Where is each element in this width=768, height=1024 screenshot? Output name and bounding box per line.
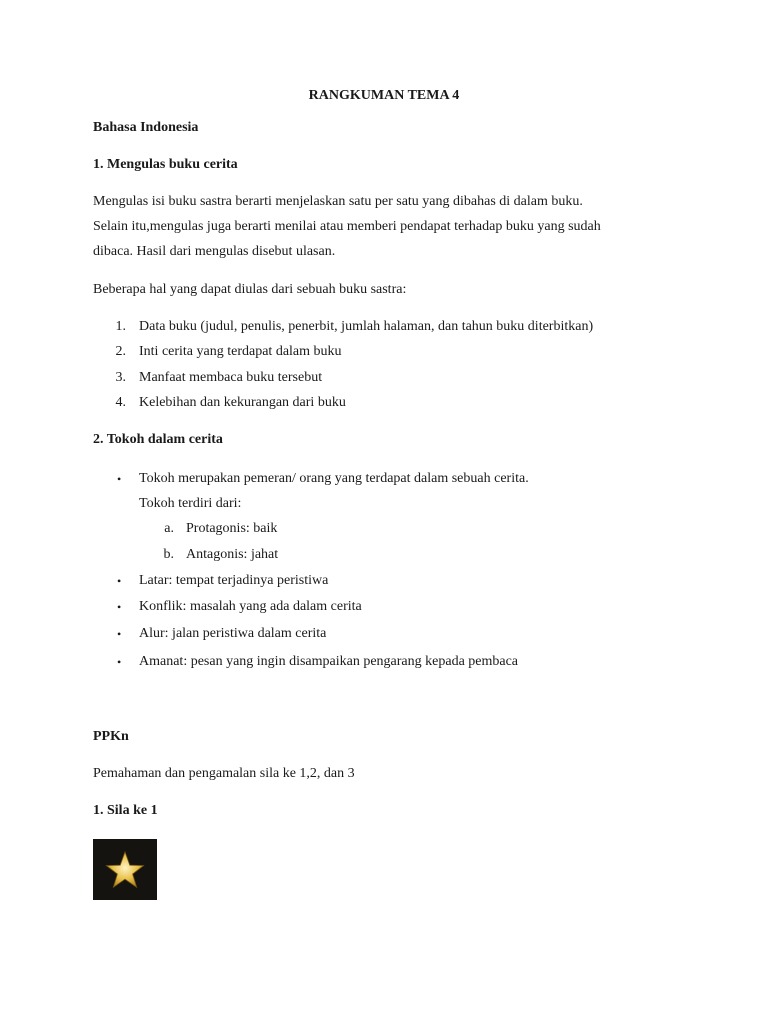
heading-mengulas: 1. Mengulas buku cerita <box>93 157 238 172</box>
list-text: Amanat: pesan yang ingin disampaikan pengarang kepada pembaca <box>139 654 519 669</box>
gold-star-icon <box>93 839 157 900</box>
paragraph-line: Mengulas isi buku sastra berarti menjelaskan satu per satu yang dibahas di dalam buku. <box>93 194 583 209</box>
list-text: Latar: tempat terjadinya peristiwa <box>139 573 329 588</box>
bullet-marker: • <box>117 655 122 669</box>
heading-tokoh: 2. Tokoh dalam cerita <box>93 432 223 447</box>
list-text: Manfaat membaca buku tersebut <box>139 370 323 385</box>
list-number: 3. <box>115 370 126 385</box>
list-intro: Beberapa hal yang dapat diulas dari sebuah buku sastra: <box>93 282 407 297</box>
paragraph-line: dibaca. Hasil dari mengulas disebut ulasan. <box>93 244 336 259</box>
list-number: 1. <box>115 319 126 334</box>
list-text: Data buku (judul, penulis, penerbit, jumlah halaman, dan tahun buku diterbitkan) <box>139 319 594 334</box>
subject-heading-ppkn: PPKn <box>93 729 129 744</box>
heading-sila-1: 1. Sila ke 1 <box>93 803 158 818</box>
sub-list-letter: b. <box>163 547 174 562</box>
list-text: Kelebihan dan kekurangan dari buku <box>139 395 346 410</box>
subject-heading-bahasa: Bahasa Indonesia <box>93 120 199 135</box>
list-text: Konflik: masalah yang ada dalam cerita <box>139 599 362 614</box>
sub-list-text: Antagonis: jahat <box>186 547 279 562</box>
list-text-continued: Tokoh terdiri dari: <box>139 496 242 511</box>
paragraph-line: Selain itu,mengulas juga berarti menilai atau memberi pendapat terhadap buku yang sudah <box>93 219 601 234</box>
bullet-marker: • <box>117 627 122 641</box>
sub-list-text: Protagonis: baik <box>186 521 278 536</box>
list-text: Inti cerita yang terdapat dalam buku <box>139 344 342 359</box>
bullet-marker: • <box>117 472 122 486</box>
bullet-marker: • <box>117 574 122 588</box>
list-text: Tokoh merupakan pemeran/ orang yang terdapat dalam sebuah cerita. <box>139 471 529 486</box>
document-title: RANGKUMAN TEMA 4 <box>308 88 460 103</box>
list-text: Alur: jalan peristiwa dalam cerita <box>139 626 327 641</box>
ppkn-intro: Pemahaman dan pengamalan sila ke 1,2, dan 3 <box>93 766 355 781</box>
bullet-marker: • <box>117 600 122 614</box>
sub-list-letter: a. <box>164 521 174 536</box>
list-number: 4. <box>115 395 126 410</box>
list-number: 2. <box>115 344 126 359</box>
sila-1-star-image <box>93 839 157 900</box>
